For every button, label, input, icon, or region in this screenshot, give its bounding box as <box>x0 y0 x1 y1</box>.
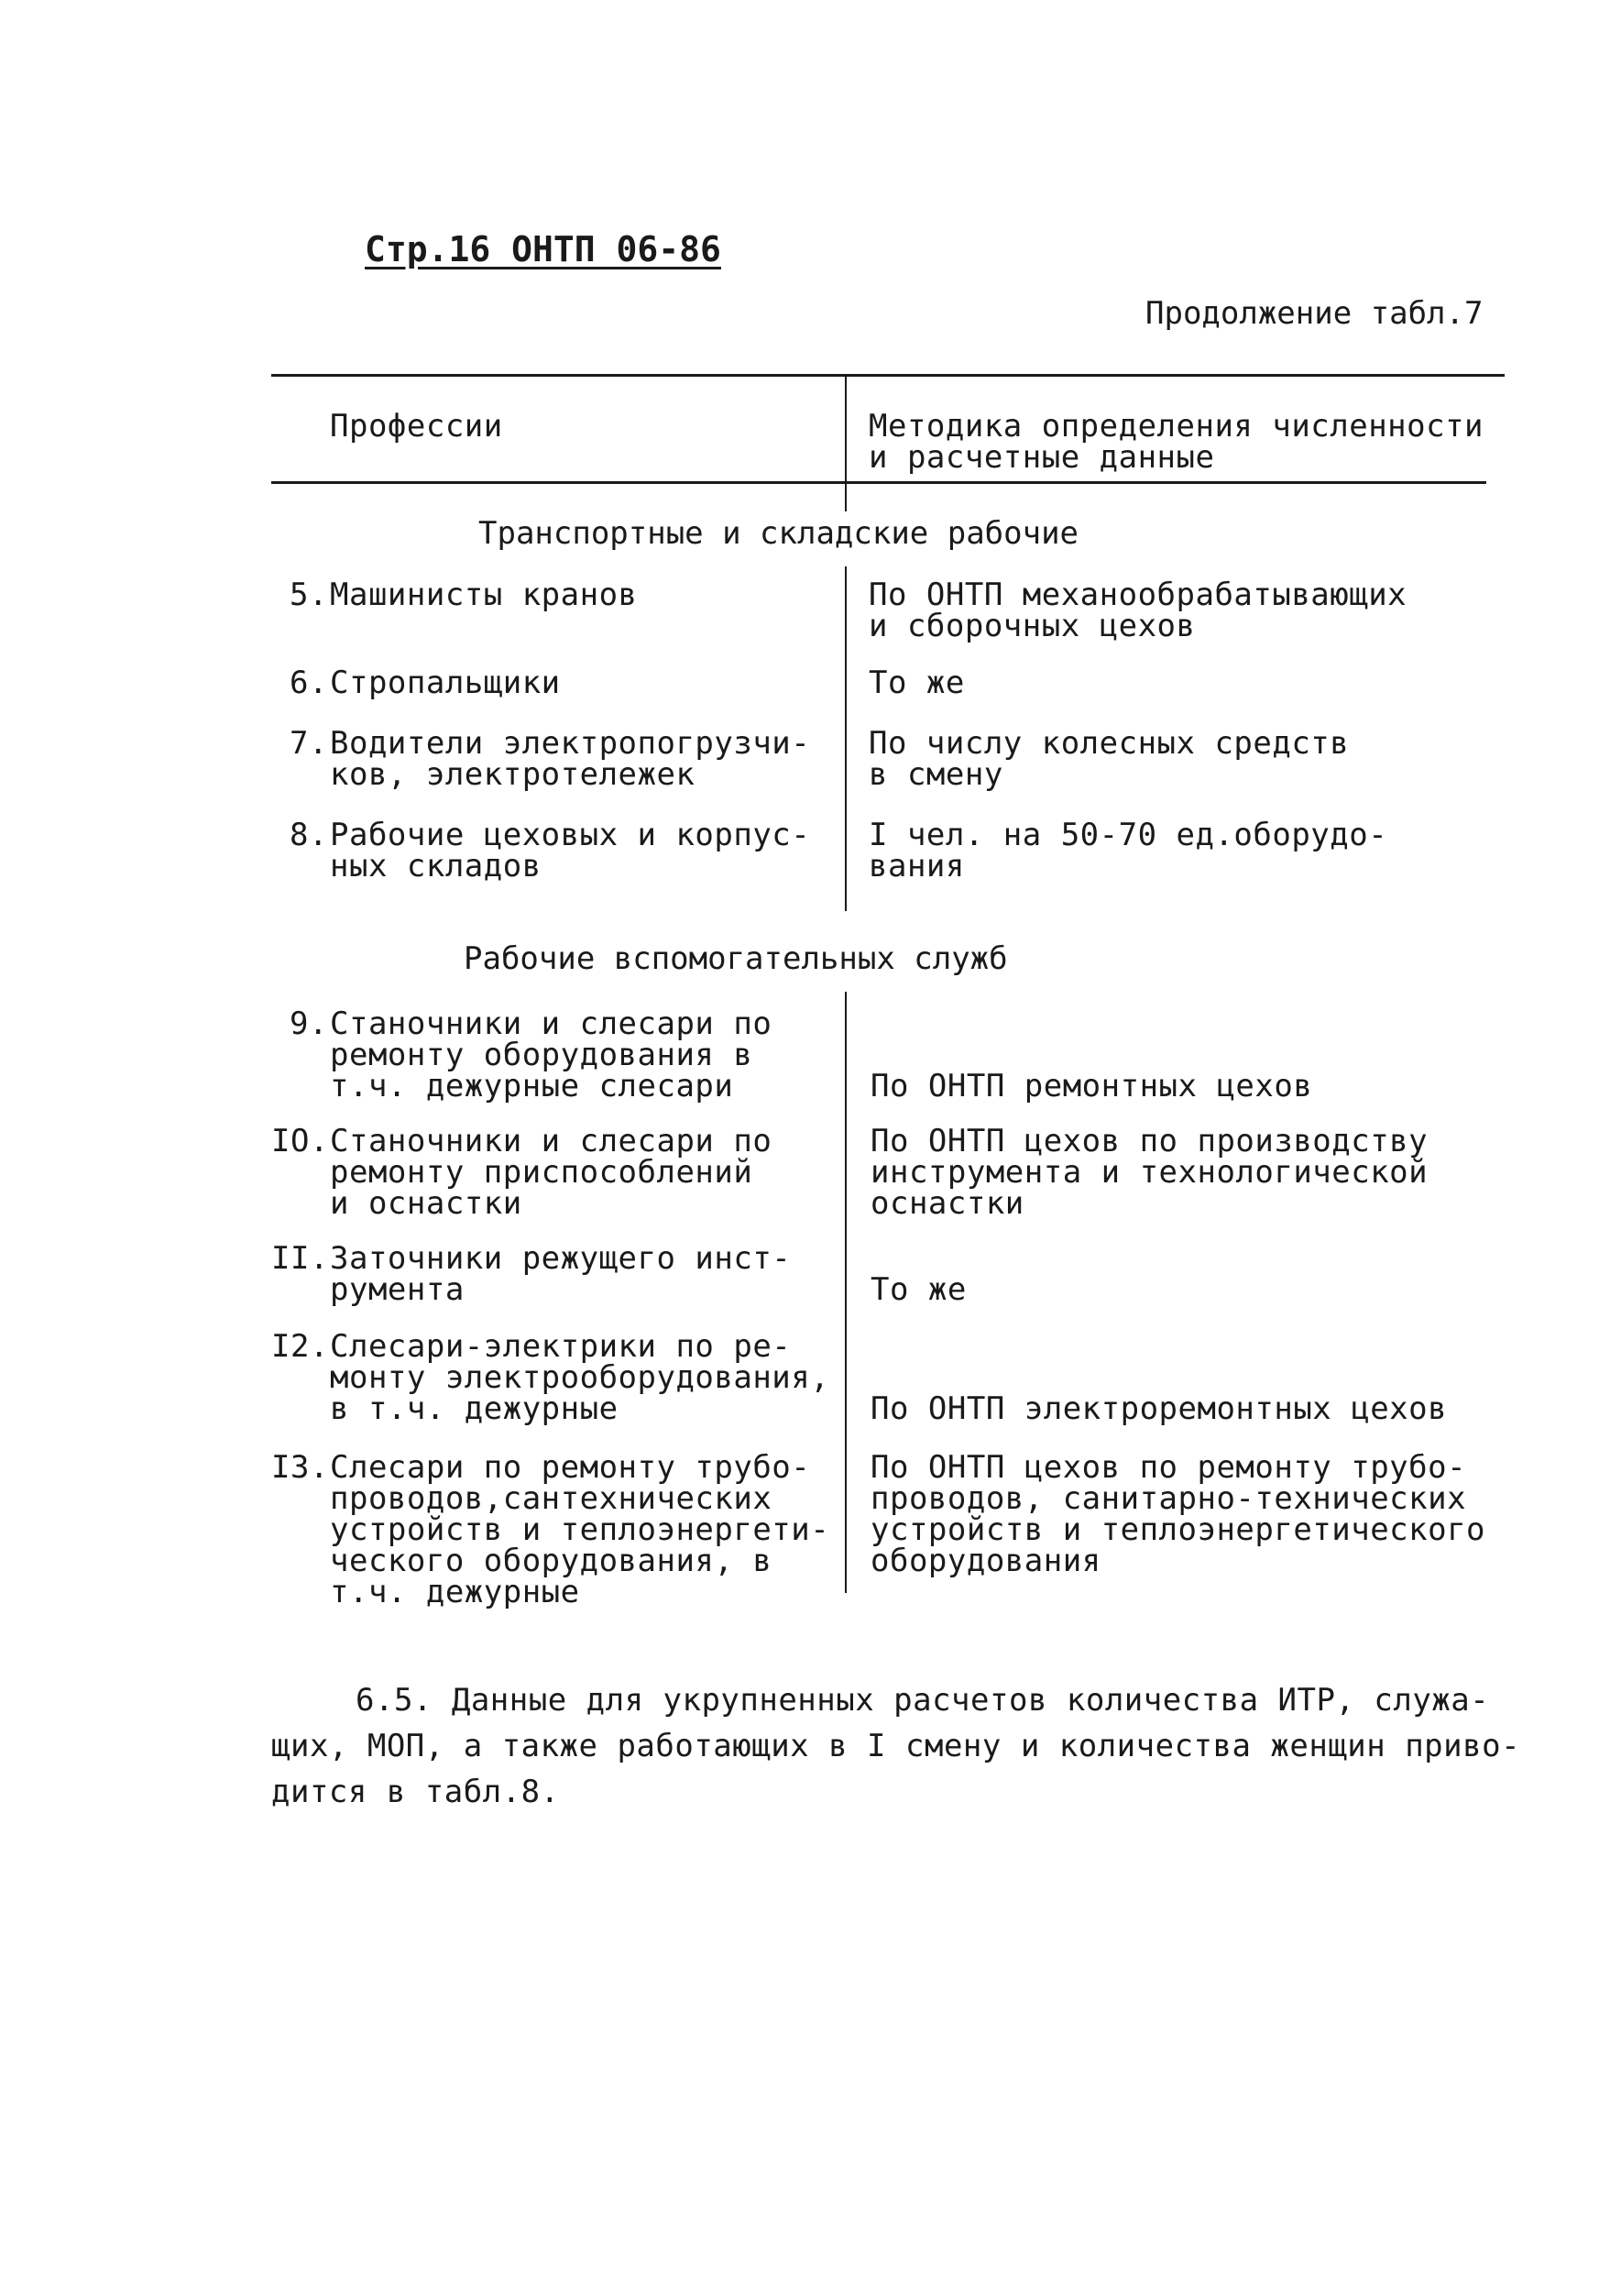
table-top-rule <box>271 374 1505 377</box>
row-method-line: оборудования <box>871 1543 1101 1579</box>
row-method-line: По ОНТП механообрабатывающих <box>869 577 1407 613</box>
row-profession-line: устройств и теплоэнергети- <box>330 1511 830 1548</box>
section-title-transport: Транспортные и складские рабочие <box>478 515 1079 552</box>
row-number: I2. <box>271 1328 329 1365</box>
paragraph-line: щих, МОП, а также работающих в I смену и количества женщин приво- <box>271 1728 1521 1764</box>
row-profession-line: т.ч. дежурные слесари <box>330 1068 734 1104</box>
row-profession-line: Слесари по ремонту трубо- <box>330 1449 811 1486</box>
table-header-divider <box>845 376 847 511</box>
page-header: Стр.16 ОНТП 06-86 <box>365 229 721 269</box>
paragraph-line: 6.5. Данные для укрупненных расчетов количества ИТР, служа- <box>356 1682 1490 1719</box>
col-header-professions: Профессии <box>330 408 503 445</box>
row-profession-line: монту электрооборудования, <box>330 1359 830 1396</box>
row-profession-line: Рабочие цеховых и корпус- <box>330 817 811 853</box>
row-profession-line: в т.ч. дежурные <box>330 1390 619 1427</box>
row-number: 7. <box>290 725 328 762</box>
section2-divider <box>845 992 847 1593</box>
row-method-line: оснастки <box>871 1185 1024 1222</box>
row-profession-line: ных складов <box>330 848 542 884</box>
table-header-rule <box>271 481 1486 484</box>
row-profession-line: ческого оборудования, в <box>330 1543 772 1579</box>
row-profession-line: Станочники и слесари по <box>330 1123 772 1159</box>
row-method-line: в смену <box>869 756 1003 793</box>
row-number: 6. <box>290 665 328 701</box>
row-number: 8. <box>290 817 328 853</box>
row-profession-line: Машинисты кранов <box>330 577 638 613</box>
row-method-line: По ОНТП цехов по производству <box>871 1123 1429 1159</box>
row-profession-line: Заточники режущего инст- <box>330 1240 792 1277</box>
row-method-line: устройств и теплоэнергетического <box>871 1511 1486 1548</box>
section-title-auxiliary: Рабочие вспомогательных служб <box>464 940 1008 977</box>
row-profession-line: ремонту приспособлений <box>330 1154 753 1191</box>
row-profession-line: проводов,сантехнических <box>330 1480 772 1517</box>
row-method-line: инструмента и технологической <box>871 1154 1429 1191</box>
row-profession-line: ков, электротележек <box>330 756 695 793</box>
row-profession-line: Стропальщики <box>330 665 561 701</box>
row-number: IO. <box>271 1123 329 1159</box>
table-continuation-label: Продолжение табл.7 <box>1145 295 1484 332</box>
row-method-line: I чел. на 50-70 ед.оборудо- <box>869 817 1388 853</box>
row-method-line: проводов, санитарно-технических <box>871 1480 1467 1517</box>
row-profession-line: и оснастки <box>330 1185 522 1222</box>
row-profession-line: Слесари-электрики по ре- <box>330 1328 792 1365</box>
row-number: 5. <box>290 577 328 613</box>
row-profession-line: ремонту оборудования в <box>330 1037 753 1073</box>
row-method-line: По ОНТП электроремонтных цехов <box>871 1390 1448 1427</box>
row-method-line: По ОНТП цехов по ремонту трубо- <box>871 1449 1467 1486</box>
row-method-line: По числу колесных средств <box>869 725 1350 762</box>
row-profession-line: румента <box>330 1271 465 1308</box>
row-profession-line: Водители электропогрузчи- <box>330 725 811 762</box>
row-number: II. <box>271 1240 329 1277</box>
row-method-line: и сборочных цехов <box>869 608 1196 644</box>
row-method-line: По ОНТП ремонтных цехов <box>871 1068 1313 1104</box>
row-method-line: вания <box>869 848 965 884</box>
row-profession-line: Станочники и слесари по <box>330 1005 772 1042</box>
col-header-method-line2: и расчетные данные <box>869 439 1215 476</box>
paragraph-line: дится в табл.8. <box>271 1774 560 1810</box>
row-method-line: То же <box>869 665 965 701</box>
section1-divider <box>845 566 847 911</box>
row-number: 9. <box>290 1005 328 1042</box>
row-profession-line: т.ч. дежурные <box>330 1574 580 1610</box>
row-method-line: То же <box>871 1271 967 1308</box>
col-header-method-line1: Методика определения численности <box>869 408 1484 445</box>
row-number: I3. <box>271 1449 329 1486</box>
